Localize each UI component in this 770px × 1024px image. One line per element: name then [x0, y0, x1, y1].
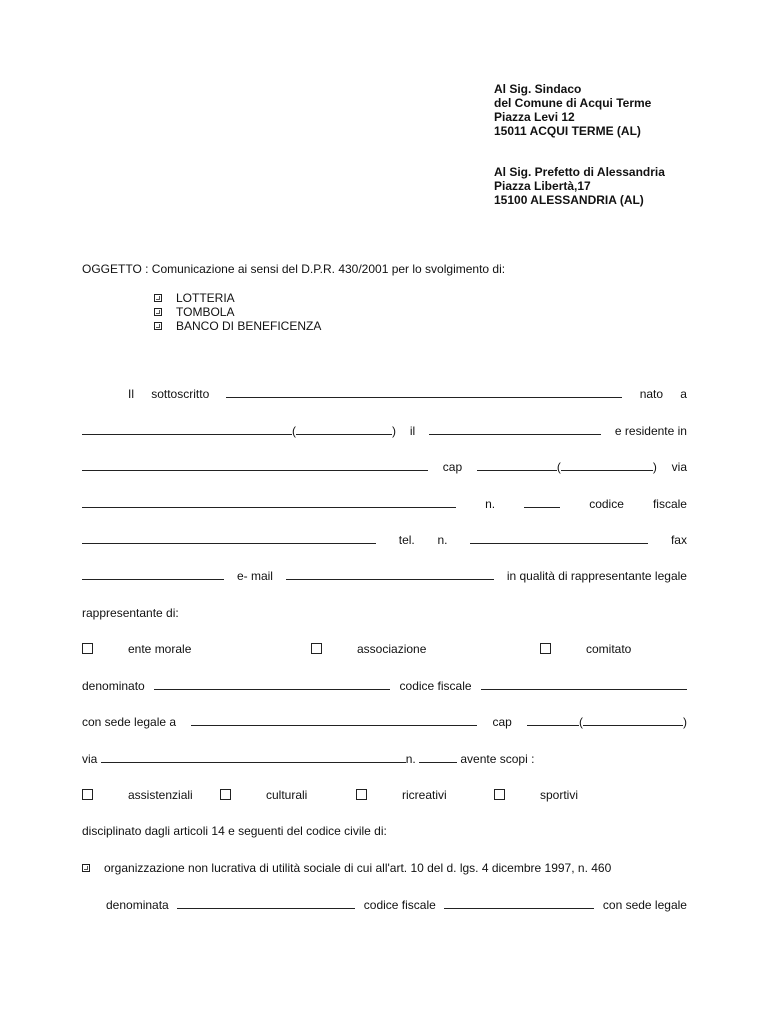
recipient-line: Piazza Libertà,17 [494, 179, 591, 193]
row-birthplace: ( ) il e residente in [82, 424, 687, 438]
fax-field[interactable] [82, 569, 224, 580]
row-sottoscritto: Il sottoscritto nato a [128, 387, 687, 401]
label-ricreativi: ricreativi [402, 788, 447, 802]
birth-province-field[interactable] [296, 424, 392, 435]
registered-office-field[interactable] [191, 715, 477, 726]
label-comitato: comitato [586, 642, 632, 656]
row-denominato: denominato codice fiscale [82, 679, 687, 693]
label-sportivi: sportivi [540, 788, 579, 802]
email-field[interactable] [286, 569, 494, 580]
checkbox-ricreativi[interactable] [356, 789, 367, 800]
checkbox-icon[interactable] [154, 308, 162, 316]
row-office-street: via n. avente scopi : [82, 752, 535, 766]
street-number-field[interactable] [524, 497, 560, 508]
checkbox-comitato[interactable] [540, 643, 551, 654]
onlus-name-field[interactable] [177, 898, 355, 909]
event-type-banco-beneficenza[interactable]: BANCO DI BENEFICENZA [154, 319, 321, 333]
label-culturali: culturali [266, 788, 308, 802]
checkbox-sportivi[interactable] [494, 789, 505, 800]
birth-date-field[interactable] [429, 424, 601, 435]
checkbox-culturali[interactable] [220, 789, 231, 800]
checkbox-ente-morale[interactable] [82, 643, 93, 654]
label-associazione: associazione [357, 642, 427, 656]
checkbox-icon[interactable] [154, 322, 162, 330]
row-denominata: denominata codice fiscale con sede legale [106, 898, 687, 912]
row-street: n. codice fiscale [82, 497, 687, 511]
checkbox-assistenziali[interactable] [82, 789, 93, 800]
recipient-prefetto [494, 165, 665, 207]
street-field[interactable] [82, 497, 456, 508]
onlus-fiscal-code-field[interactable] [444, 898, 594, 909]
phone-field[interactable] [470, 533, 648, 544]
row-phone: tel. n. fax [82, 533, 687, 547]
recipient-line: 15100 ALESSANDRIA (AL) [494, 193, 644, 207]
cap-field[interactable] [477, 460, 557, 471]
event-type-tombola[interactable]: TOMBOLA [154, 305, 234, 319]
office-street-field[interactable] [101, 752, 406, 763]
recipient-line: Al Sig. Prefetto di Alessandria [494, 165, 665, 179]
disciplinato-text: disciplinato dagli articoli 14 e seguenti del codice civile di: [82, 824, 387, 838]
office-cap-field[interactable] [527, 715, 579, 726]
office-province-field[interactable] [583, 715, 683, 726]
row-sede-legale: con sede legale a cap ( ) [82, 715, 687, 729]
residence-city-field[interactable] [82, 460, 428, 471]
label-ente-morale: ente morale [128, 642, 192, 656]
entity-fiscal-code-field[interactable] [481, 679, 687, 690]
onlus-option[interactable]: organizzazione non lucrativa di utilità sociale di cui all'art. 10 del d. lgs. 4 dicembre 1997, n. 460 [82, 861, 611, 875]
row-residence: cap ( ) via [82, 460, 687, 474]
residence-province-field[interactable] [561, 460, 653, 471]
birthplace-field[interactable] [82, 424, 292, 435]
recipient-line: Al Sig. Sindaco [494, 82, 582, 96]
fiscal-code-field[interactable] [82, 533, 376, 544]
office-number-field[interactable] [419, 752, 457, 763]
recipient-line: Piazza Levi 12 [494, 110, 575, 124]
row-email: e- mail in qualità di rappresentante legale [82, 569, 687, 583]
checkbox-icon[interactable] [82, 864, 90, 872]
name-field[interactable] [226, 387, 622, 398]
event-type-lotteria[interactable]: LOTTERIA [154, 291, 235, 305]
label-assistenziali: assistenziali [128, 788, 193, 802]
entity-name-field[interactable] [154, 679, 390, 690]
checkbox-icon[interactable] [154, 294, 162, 302]
subject-line: OGGETTO : Comunicazione ai sensi del D.P.R. 430/2001 per lo svolgimento di: [82, 262, 506, 276]
recipient-line: del Comune di Acqui Terme [494, 96, 652, 110]
recipient-sindaco [494, 82, 651, 138]
rappresentante-label: rappresentante di: [82, 606, 179, 620]
recipient-line: 15011 ACQUI TERME (AL) [494, 124, 641, 138]
checkbox-associazione[interactable] [311, 643, 322, 654]
